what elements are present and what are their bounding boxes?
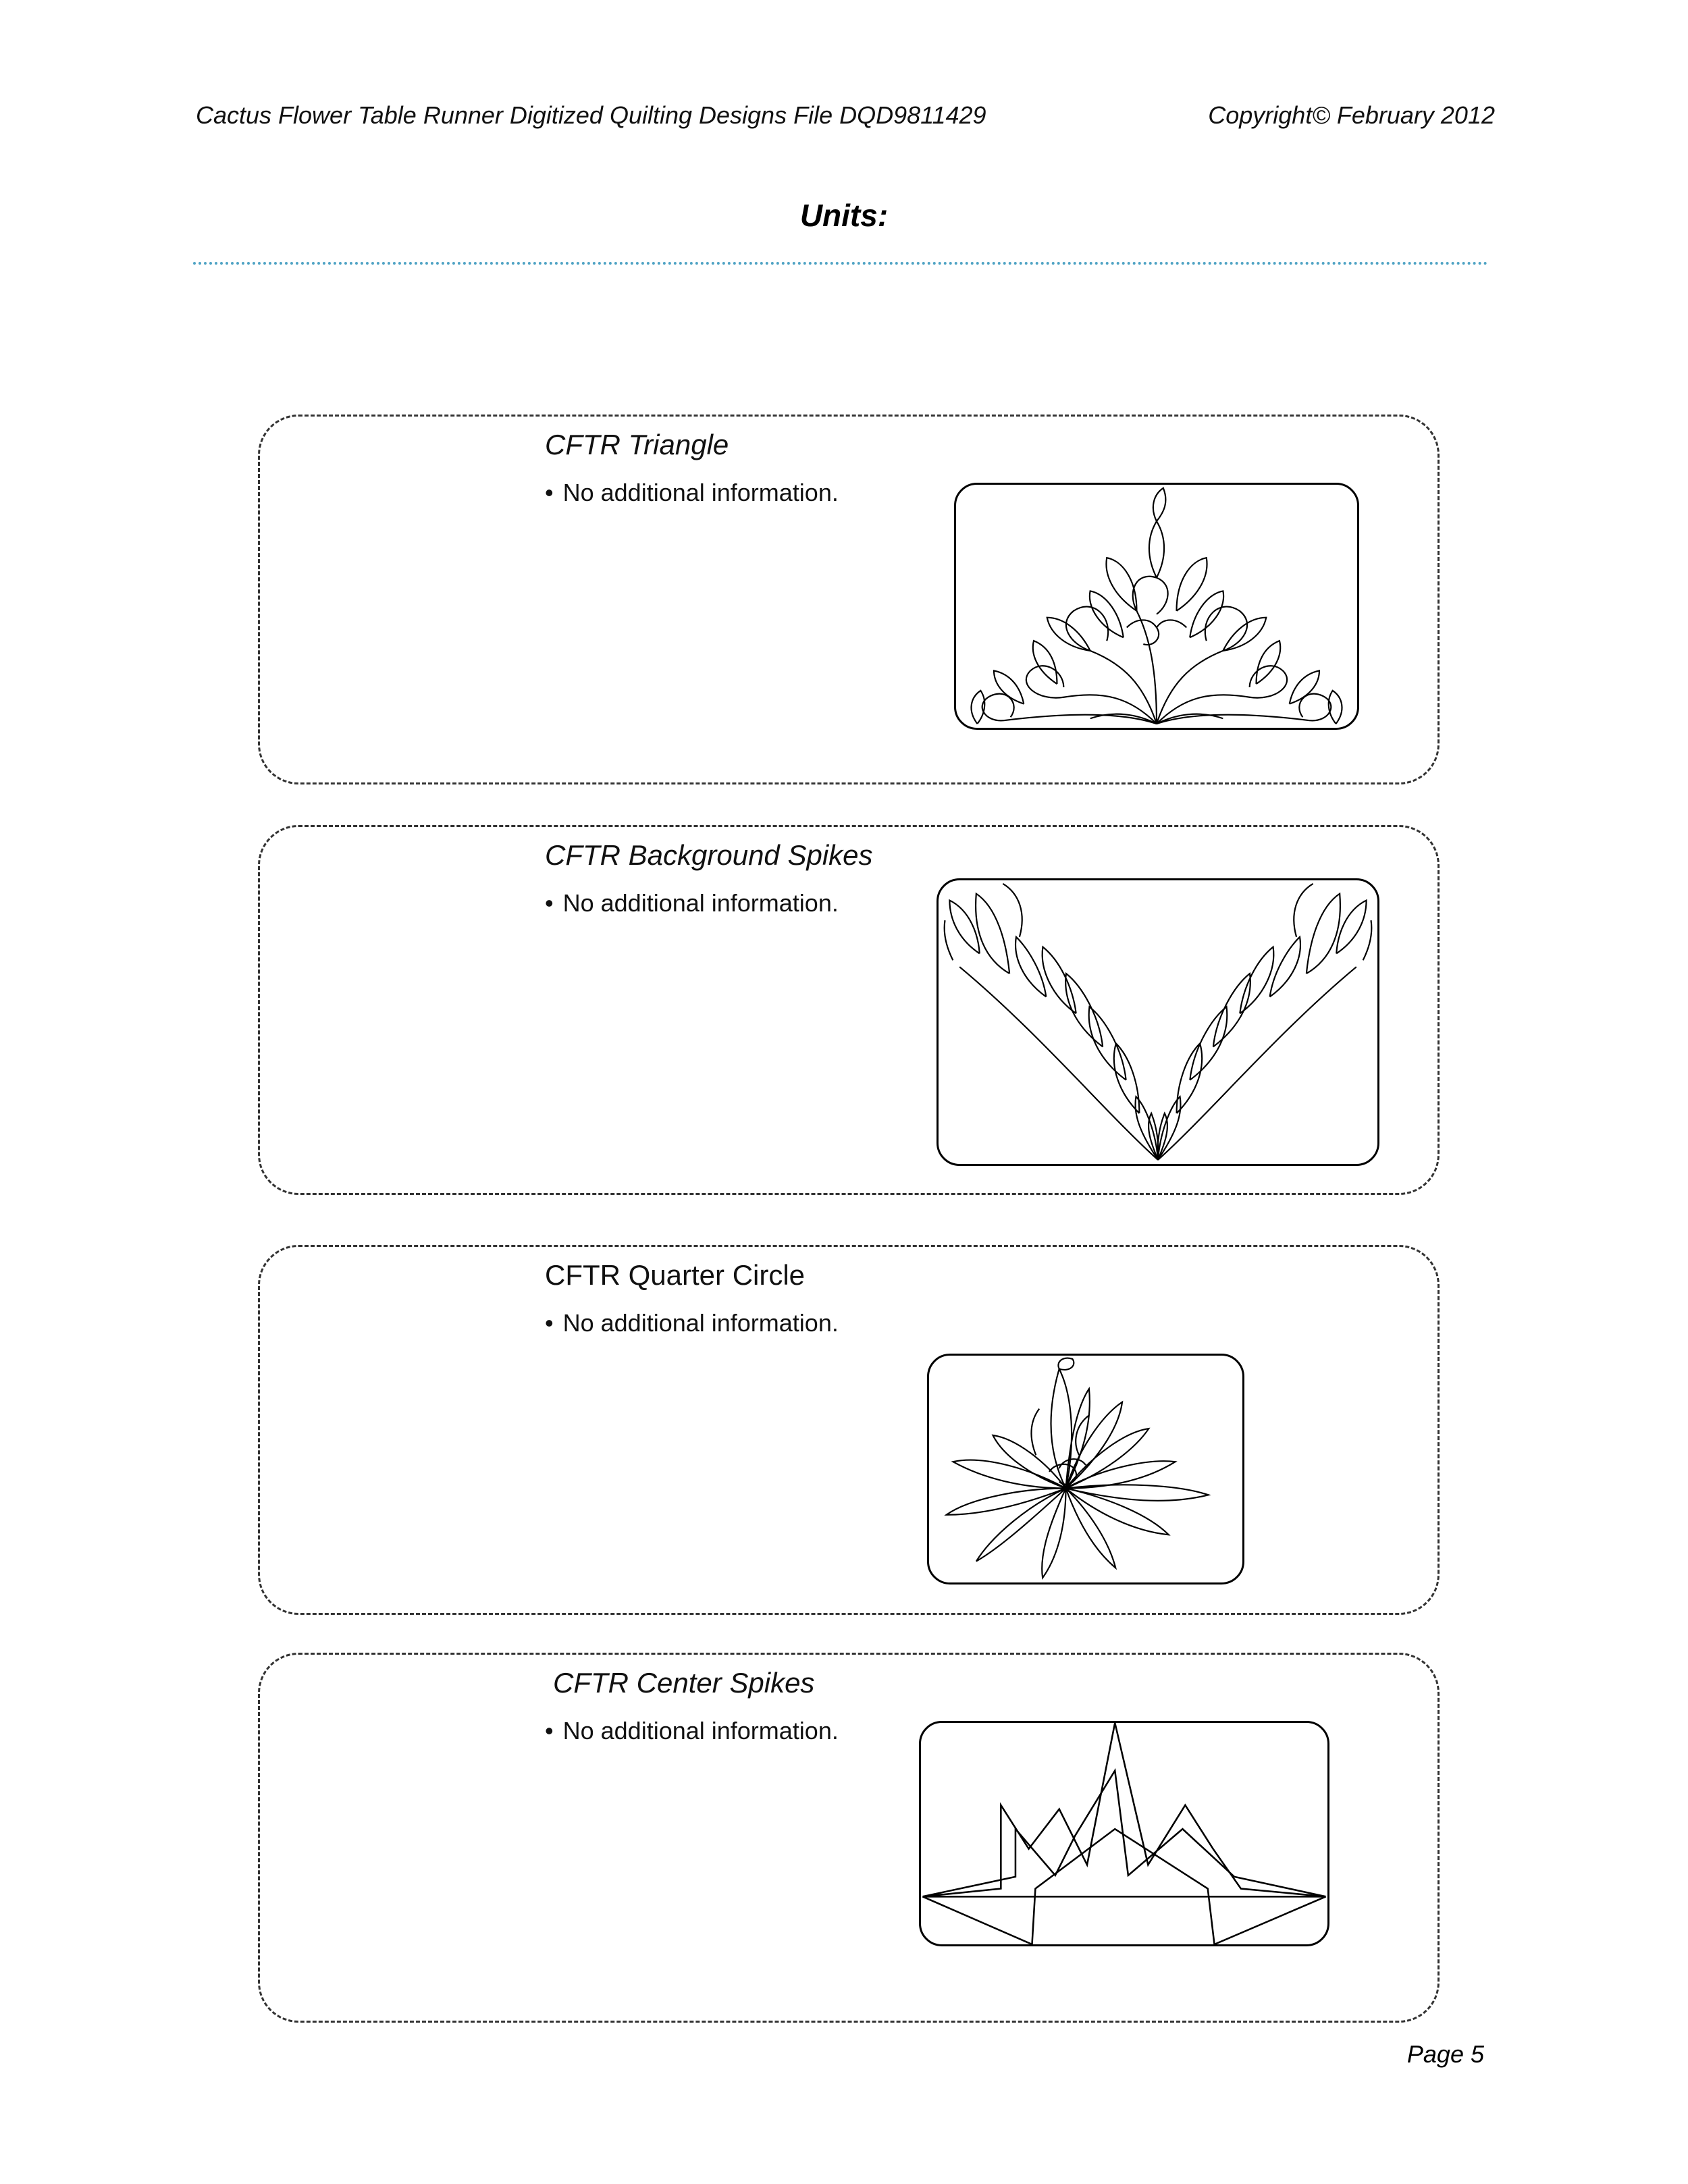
center-spikes-design-icon <box>919 1721 1329 1946</box>
title-divider <box>193 262 1488 265</box>
header-copyright: Copyright© February 2012 <box>1208 101 1495 129</box>
unit-note: • No additional information. <box>545 1717 839 1744</box>
unit-title: CFTR Background Spikes <box>545 839 873 871</box>
background-spikes-design-icon <box>937 878 1379 1166</box>
quarter-circle-feather-design-icon <box>927 1354 1244 1584</box>
unit-note: • No additional information. <box>545 1309 839 1337</box>
unit-card-quarter-circle <box>258 1245 1440 1615</box>
unit-note: • No additional information. <box>545 479 839 506</box>
unit-card-background-spikes <box>258 825 1440 1195</box>
unit-card-center-spikes <box>258 1653 1440 2023</box>
header-document-title: Cactus Flower Table Runner Digitized Quilting Designs File DQD9811429 <box>196 101 986 129</box>
page-number: Page 5 <box>1406 2040 1484 2068</box>
page-title: Units: <box>799 198 889 233</box>
unit-title: CFTR Triangle <box>545 429 729 460</box>
unit-card-triangle <box>258 415 1440 784</box>
unit-title: CFTR Center Spikes <box>553 1667 815 1699</box>
feather-triangle-design-icon <box>954 483 1359 730</box>
unit-title: CFTR Quarter Circle <box>545 1259 806 1291</box>
unit-note: • No additional information. <box>545 889 839 917</box>
